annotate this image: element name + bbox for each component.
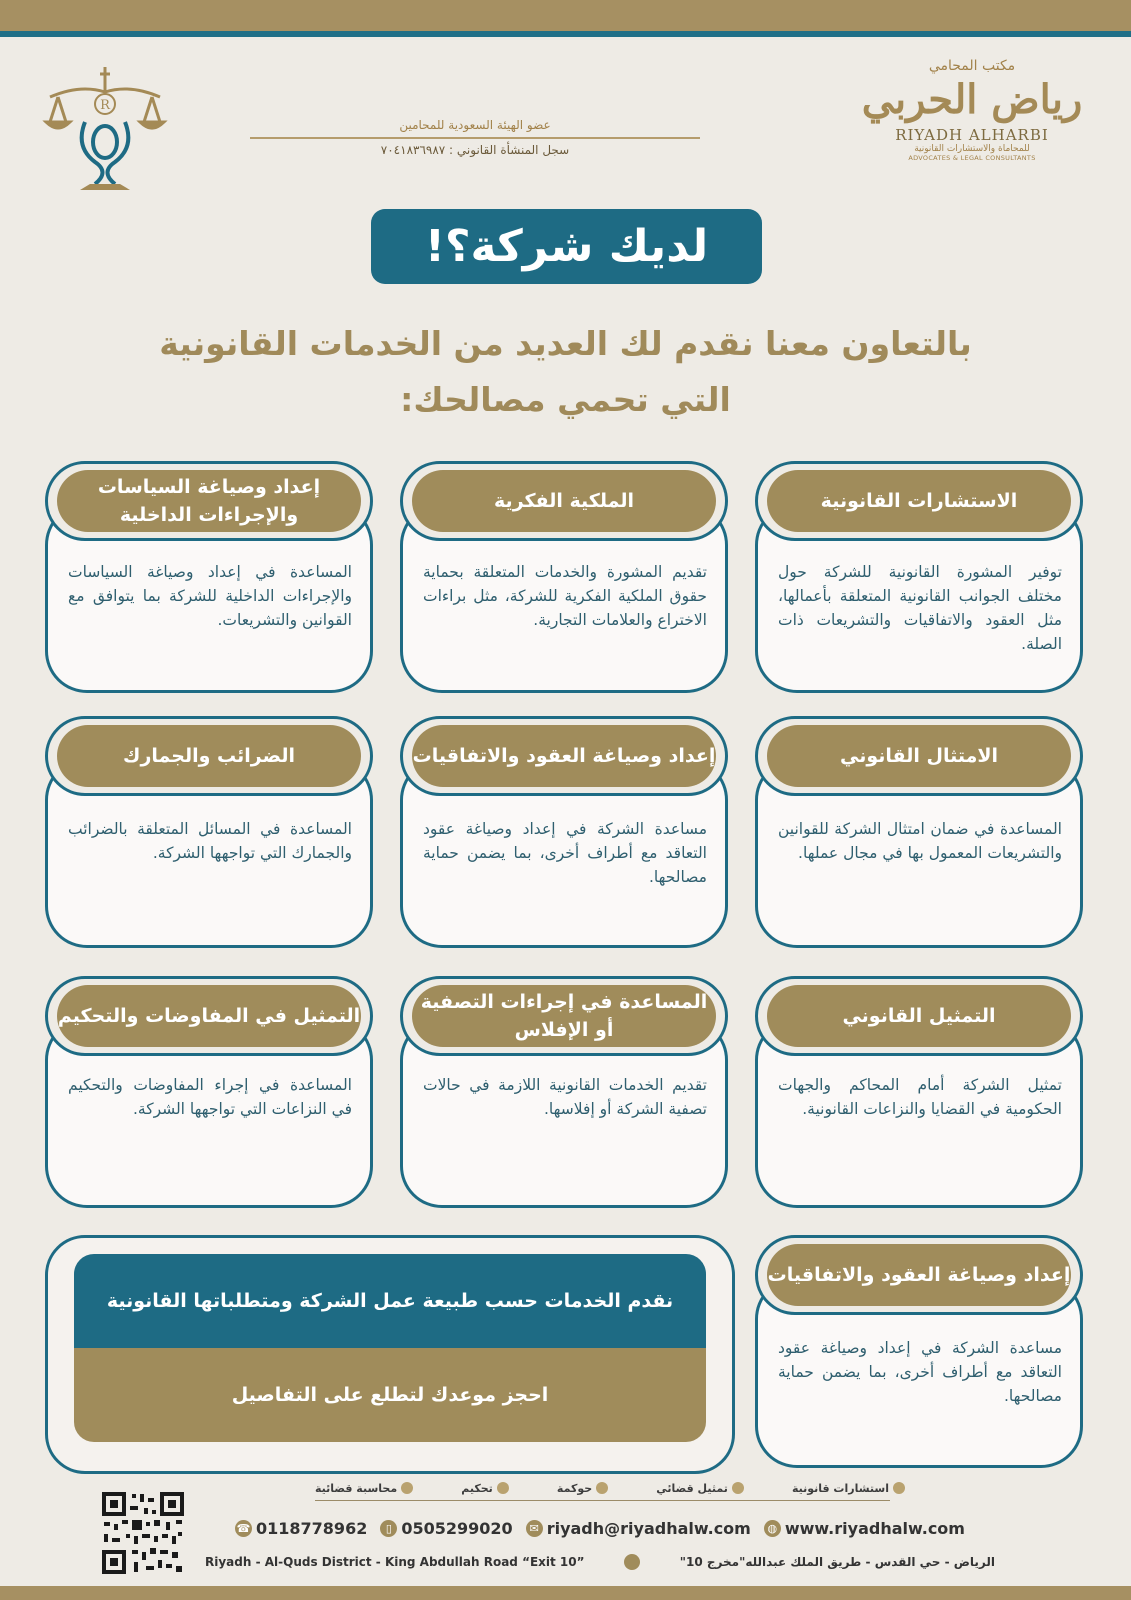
service-description: المساعدة في المسائل المتعلقة بالضرائب والجمارك التي تواجهها الشركة. <box>68 820 352 862</box>
service-card <box>45 976 373 1208</box>
email-icon: ✉ <box>526 1520 543 1537</box>
bullet-icon <box>596 1482 608 1494</box>
contact-row <box>235 1515 965 1541</box>
service-title: الضرائب والجمارك <box>57 725 361 787</box>
service-header <box>400 461 728 541</box>
promo-statement: نقدم الخدمات حسب طبيعة عمل الشركة ومتطلباتها القانونية <box>74 1254 706 1348</box>
firm-sub-en: ADVOCATES & LEGAL CONSULTANTS <box>908 154 1036 162</box>
top-teal-line <box>0 31 1131 37</box>
page-subtitle <box>80 316 1051 428</box>
service-description: تقديم المشورة والخدمات المتعلقة بحماية حقوق الملكية الفكرية للشركة، مثل براءات الاختراع والعلامات التجارية. <box>423 563 707 629</box>
membership-block <box>250 118 700 157</box>
service-card <box>400 976 728 1208</box>
service-header <box>400 976 728 1056</box>
address-ar: الرياض - حي القدس - طريق الملك عبدالله"مخرج 10" <box>679 1555 995 1569</box>
service-header <box>755 976 1083 1056</box>
service-header <box>45 976 373 1056</box>
service-header <box>45 716 373 796</box>
service-description: تقديم الخدمات القانونية اللازمة في حالات تصفية الشركة أو إفلاسها. <box>423 1076 707 1118</box>
service-header <box>755 1235 1083 1315</box>
service-title: المساعدة في إجراءات التصفية أو الإفلاس <box>412 985 716 1047</box>
page-title: لديك شركة؟! <box>371 209 762 284</box>
service-description: المساعدة في إجراء المفاوضات والتحكيم في النزاعات التي تواجهها الشركة. <box>68 1076 352 1118</box>
service-description: تمثيل الشركة أمام المحاكم والجهات الحكومية في القضايا والنزاعات القانونية. <box>778 1076 1062 1118</box>
service-card <box>400 461 728 693</box>
email-link[interactable]: ✉ riyadh@riyadhalw.com <box>526 1519 751 1538</box>
website-link[interactable]: ◍ www.riyadhalw.com <box>764 1519 965 1538</box>
bullet-icon <box>893 1482 905 1494</box>
service-card <box>45 461 373 693</box>
service-description: المساعدة في ضمان امتثال الشركة للقوانين والتشريعات المعمول بها في مجال عملها. <box>778 820 1062 862</box>
firm-logo <box>856 58 1088 183</box>
service-card <box>755 716 1083 948</box>
firm-name-en: RIYADH ALHARBI <box>895 126 1049 144</box>
service-title: إعداد وصياغة العقود والاتفاقيات <box>767 1244 1071 1306</box>
bottom-gold-bar <box>0 1586 1131 1600</box>
globe-icon: ◍ <box>764 1520 781 1537</box>
mobile-contact[interactable]: ▯ 0505299020 <box>380 1519 512 1538</box>
service-title: إعداد وصياغة السياسات والإجراءات الداخلية <box>57 470 361 532</box>
service-title: التمثيل القانوني <box>767 985 1071 1047</box>
subtitle-line-1: بالتعاون معنا نقدم لك العديد من الخدمات القانونية <box>159 324 972 363</box>
location-pin-icon <box>624 1554 640 1570</box>
service-description: توفير المشورة القانونية للشركة حول مختلف الجوانب القانونية المتعلقة بأعمالها، مثل العقود والاتفاقيات والتشريعات ذات الصلة. <box>778 563 1062 653</box>
service-header <box>755 461 1083 541</box>
service-title: الامتثال القانوني <box>767 725 1071 787</box>
service-card <box>400 716 728 948</box>
service-card <box>755 1235 1083 1468</box>
service-card <box>755 976 1083 1208</box>
service-title: الملكية الفكرية <box>412 470 716 532</box>
subtitle-line-2: التي تحمي مصالحك: <box>400 380 731 419</box>
firm-name-ar: رياض الحربي <box>861 76 1083 123</box>
service-header <box>755 716 1083 796</box>
service-title: التمثيل في المفاوضات والتحكيم <box>57 985 361 1047</box>
footer-service-item: تمثيل قضائي <box>656 1482 744 1495</box>
office-label: مكتب المحامي <box>928 58 1016 74</box>
membership-divider <box>250 137 700 139</box>
address-en: Riyadh - Al-Quds District - King Abdullah Road “Exit 10” <box>205 1555 585 1569</box>
mobile-icon: ▯ <box>380 1520 397 1537</box>
bullet-icon <box>732 1482 744 1494</box>
service-card <box>45 716 373 948</box>
footer-service-item: تحكيم <box>461 1482 509 1495</box>
service-description: المساعدة في إعداد وصياغة السياسات والإجراءات الداخلية للشركة بما يتوافق مع القوانين والتشريعات. <box>68 563 352 629</box>
service-title: إعداد وصياغة العقود والاتفاقيات <box>412 725 716 787</box>
footer-divider <box>315 1500 890 1501</box>
emblem-letter: R <box>100 98 110 113</box>
membership-text: عضو الهيئة السعودية للمحامين <box>399 118 551 132</box>
footer-service-item: محاسبة قضائية <box>315 1482 413 1495</box>
top-gold-bar <box>0 0 1131 31</box>
scales-of-justice-icon <box>40 62 170 197</box>
phone-icon: ☎ <box>236 1521 251 1535</box>
qr-code[interactable] <box>100 1490 186 1576</box>
footer-services <box>315 1478 905 1498</box>
bullet-icon <box>497 1482 509 1494</box>
book-appointment-button[interactable]: احجز موعدك لتطلع على التفاصيل <box>74 1348 706 1442</box>
footer-service-item: استشارات قانونية <box>792 1482 905 1495</box>
service-title: الاستشارات القانونية <box>767 470 1071 532</box>
service-header <box>45 461 373 541</box>
registry-text: سجل المنشأة القانوني : ٧٠٤١٨٣٦٩٨٧ <box>380 143 570 157</box>
phone-contact[interactable]: ☎ 0118778962 <box>236 1518 368 1538</box>
firm-sub-ar: للمحاماة والاستشارات القانونية <box>914 144 1030 154</box>
bullet-icon <box>401 1482 413 1494</box>
address-row <box>205 1552 995 1572</box>
service-description: مساعدة الشركة في إعداد وصياغة عقود التعاقد مع أطراف أخرى، بما يضمن حماية مصالحها. <box>423 820 707 886</box>
footer-service-item: حوكمة <box>557 1482 608 1495</box>
service-description: مساعدة الشركة في إعداد وصياغة عقود التعاقد مع أطراف أخرى، بما يضمن حماية مصالحها. <box>778 1339 1062 1405</box>
service-header <box>400 716 728 796</box>
service-card <box>755 461 1083 693</box>
promo-box <box>45 1235 735 1474</box>
